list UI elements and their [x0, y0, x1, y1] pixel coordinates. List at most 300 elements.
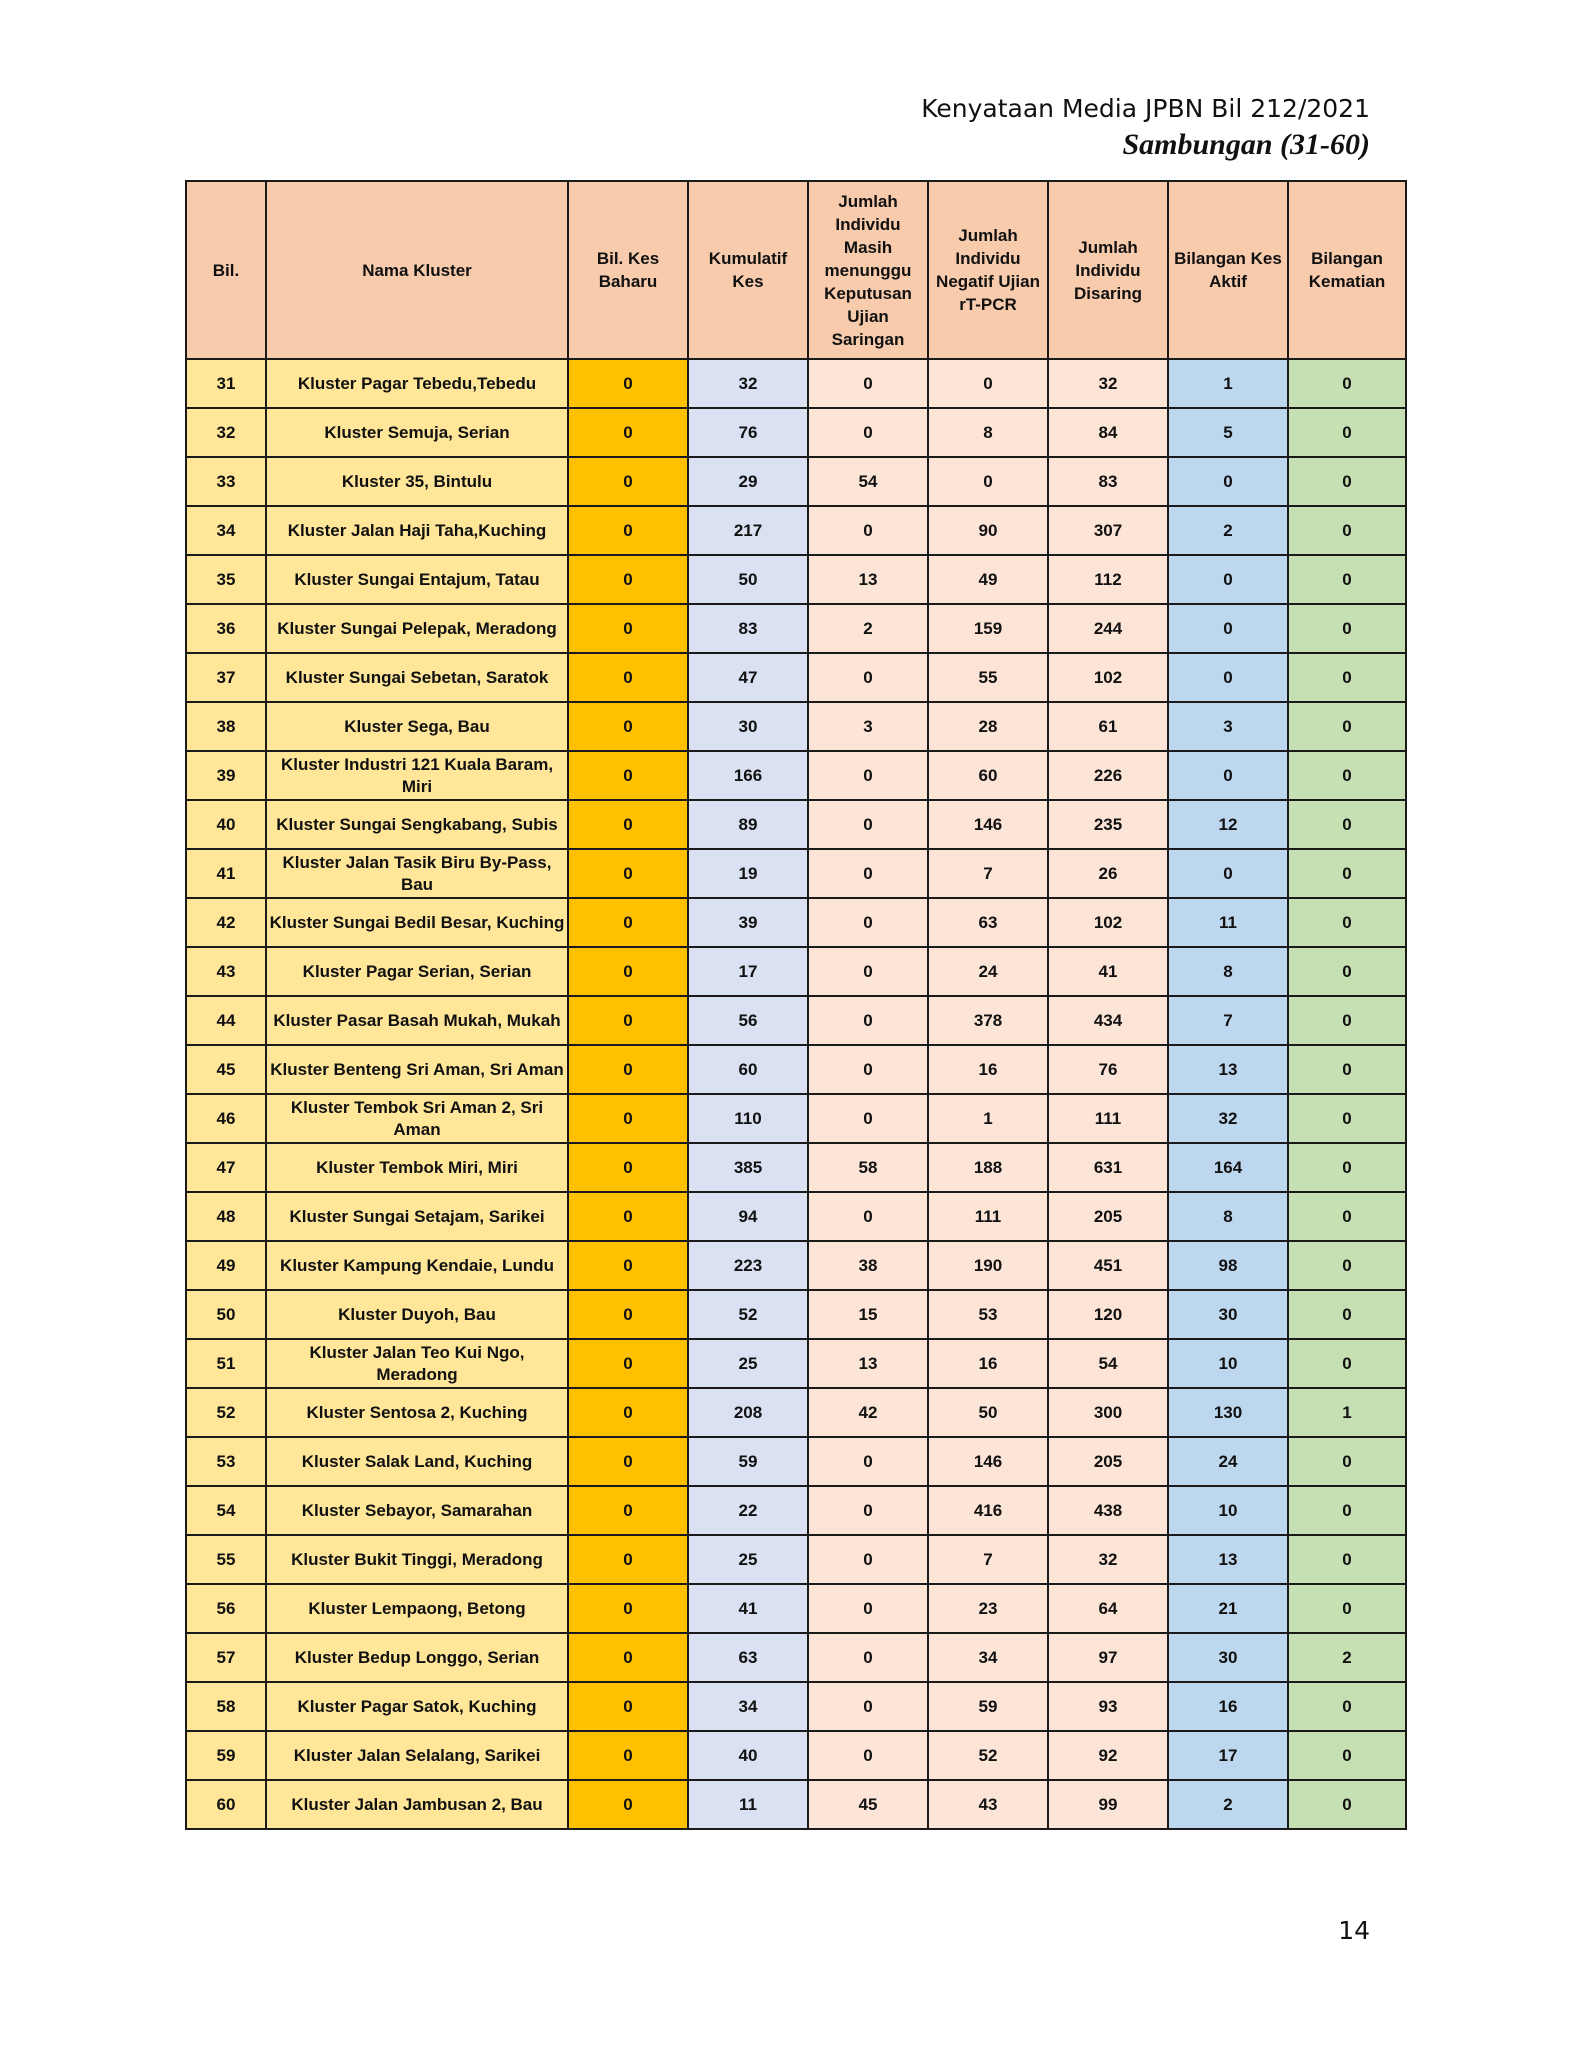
cell-kumulatif-kes: 22 [688, 1486, 808, 1535]
cell-bil-kes-baharu: 0 [568, 996, 688, 1045]
cell-kes-aktif: 21 [1168, 1584, 1288, 1633]
cluster-table [185, 180, 1407, 1830]
cell-bil: 33 [186, 457, 266, 506]
cell-kematian: 0 [1288, 1192, 1406, 1241]
col-header-disaring: Jumlah Individu Disaring [1048, 181, 1168, 359]
table-row [186, 1045, 1406, 1094]
cell-disaring: 26 [1048, 849, 1168, 898]
table-row [186, 653, 1406, 702]
cell-disaring: 76 [1048, 1045, 1168, 1094]
cell-bil-kes-baharu: 0 [568, 1535, 688, 1584]
cell-kes-aktif: 17 [1168, 1731, 1288, 1780]
cell-disaring: 120 [1048, 1290, 1168, 1339]
cell-masih-menunggu: 0 [808, 1192, 928, 1241]
cell-masih-menunggu: 0 [808, 653, 928, 702]
cell-kematian: 1 [1288, 1388, 1406, 1437]
cell-disaring: 93 [1048, 1682, 1168, 1731]
cell-disaring: 438 [1048, 1486, 1168, 1535]
cell-kematian: 0 [1288, 653, 1406, 702]
cell-kematian: 0 [1288, 1241, 1406, 1290]
cell-kes-aktif: 30 [1168, 1290, 1288, 1339]
cell-bil-kes-baharu: 0 [568, 1045, 688, 1094]
cell-kematian: 0 [1288, 1682, 1406, 1731]
col-header-nama-kluster: Nama Kluster [266, 181, 568, 359]
cell-kematian: 0 [1288, 800, 1406, 849]
cell-masih-menunggu: 0 [808, 1682, 928, 1731]
cell-negatif-rtpcr: 52 [928, 1731, 1048, 1780]
cell-kes-aktif: 5 [1168, 408, 1288, 457]
cell-nama-kluster: Kluster Kampung Kendaie, Lundu [266, 1241, 568, 1290]
cell-bil: 37 [186, 653, 266, 702]
cell-bil-kes-baharu: 0 [568, 1290, 688, 1339]
cell-disaring: 102 [1048, 898, 1168, 947]
table-row [186, 1535, 1406, 1584]
cell-bil-kes-baharu: 0 [568, 849, 688, 898]
cell-negatif-rtpcr: 0 [928, 359, 1048, 408]
cell-negatif-rtpcr: 146 [928, 800, 1048, 849]
cell-negatif-rtpcr: 49 [928, 555, 1048, 604]
cell-bil: 34 [186, 506, 266, 555]
col-header-masih-menunggu: Jumlah Individu Masih menunggu Keputusan Ujian Saringan [808, 181, 928, 359]
cell-nama-kluster: Kluster Tembok Miri, Miri [266, 1143, 568, 1192]
cell-negatif-rtpcr: 24 [928, 947, 1048, 996]
cell-kes-aktif: 13 [1168, 1535, 1288, 1584]
cell-disaring: 92 [1048, 1731, 1168, 1780]
cell-kumulatif-kes: 208 [688, 1388, 808, 1437]
cell-kes-aktif: 30 [1168, 1633, 1288, 1682]
cell-nama-kluster: Kluster Semuja, Serian [266, 408, 568, 457]
cell-negatif-rtpcr: 16 [928, 1045, 1048, 1094]
cell-negatif-rtpcr: 60 [928, 751, 1048, 800]
cell-kumulatif-kes: 11 [688, 1780, 808, 1829]
cell-kematian: 0 [1288, 1584, 1406, 1633]
cell-kematian: 0 [1288, 604, 1406, 653]
cell-kematian: 0 [1288, 1094, 1406, 1143]
cell-kes-aktif: 0 [1168, 751, 1288, 800]
table-row [186, 1633, 1406, 1682]
cell-masih-menunggu: 0 [808, 1094, 928, 1143]
cell-kes-aktif: 24 [1168, 1437, 1288, 1486]
cell-masih-menunggu: 0 [808, 408, 928, 457]
cell-masih-menunggu: 13 [808, 1339, 928, 1388]
table-row [186, 1731, 1406, 1780]
cell-kes-aktif: 11 [1168, 898, 1288, 947]
cell-kumulatif-kes: 30 [688, 702, 808, 751]
cell-bil: 58 [186, 1682, 266, 1731]
cell-bil-kes-baharu: 0 [568, 653, 688, 702]
cell-masih-menunggu: 13 [808, 555, 928, 604]
cell-bil: 42 [186, 898, 266, 947]
cell-kes-aktif: 0 [1168, 457, 1288, 506]
cell-bil-kes-baharu: 0 [568, 1486, 688, 1535]
cell-kematian: 0 [1288, 1731, 1406, 1780]
table-row [186, 996, 1406, 1045]
cell-bil: 50 [186, 1290, 266, 1339]
cell-negatif-rtpcr: 146 [928, 1437, 1048, 1486]
cell-negatif-rtpcr: 7 [928, 849, 1048, 898]
table-row [186, 800, 1406, 849]
cell-masih-menunggu: 0 [808, 1535, 928, 1584]
cell-bil-kes-baharu: 0 [568, 1192, 688, 1241]
cell-kes-aktif: 2 [1168, 506, 1288, 555]
cell-negatif-rtpcr: 53 [928, 1290, 1048, 1339]
cell-masih-menunggu: 42 [808, 1388, 928, 1437]
cell-bil: 39 [186, 751, 266, 800]
cell-kes-aktif: 12 [1168, 800, 1288, 849]
table-row [186, 1584, 1406, 1633]
cell-kumulatif-kes: 89 [688, 800, 808, 849]
table-row [186, 555, 1406, 604]
cell-bil: 36 [186, 604, 266, 653]
cell-bil-kes-baharu: 0 [568, 800, 688, 849]
cell-disaring: 102 [1048, 653, 1168, 702]
cell-bil-kes-baharu: 0 [568, 1143, 688, 1192]
cell-kes-aktif: 164 [1168, 1143, 1288, 1192]
cell-disaring: 307 [1048, 506, 1168, 555]
cell-kes-aktif: 98 [1168, 1241, 1288, 1290]
cell-negatif-rtpcr: 416 [928, 1486, 1048, 1535]
table-row [186, 1192, 1406, 1241]
cell-negatif-rtpcr: 188 [928, 1143, 1048, 1192]
table-row [186, 359, 1406, 408]
table-row [186, 898, 1406, 947]
cell-bil: 32 [186, 408, 266, 457]
cell-disaring: 32 [1048, 359, 1168, 408]
cell-bil-kes-baharu: 0 [568, 408, 688, 457]
cell-kematian: 0 [1288, 996, 1406, 1045]
cell-masih-menunggu: 2 [808, 604, 928, 653]
cell-disaring: 235 [1048, 800, 1168, 849]
cell-nama-kluster: Kluster Pasar Basah Mukah, Mukah [266, 996, 568, 1045]
cell-disaring: 64 [1048, 1584, 1168, 1633]
cell-negatif-rtpcr: 28 [928, 702, 1048, 751]
cell-bil: 40 [186, 800, 266, 849]
cell-masih-menunggu: 45 [808, 1780, 928, 1829]
cell-kes-aktif: 0 [1168, 653, 1288, 702]
cell-bil: 35 [186, 555, 266, 604]
cell-masih-menunggu: 3 [808, 702, 928, 751]
cell-kematian: 0 [1288, 1045, 1406, 1094]
cell-negatif-rtpcr: 111 [928, 1192, 1048, 1241]
cell-nama-kluster: Kluster Pagar Satok, Kuching [266, 1682, 568, 1731]
cell-bil: 52 [186, 1388, 266, 1437]
cell-kes-aktif: 13 [1168, 1045, 1288, 1094]
cell-negatif-rtpcr: 378 [928, 996, 1048, 1045]
cell-masih-menunggu: 0 [808, 849, 928, 898]
table-row [186, 1486, 1406, 1535]
cell-negatif-rtpcr: 59 [928, 1682, 1048, 1731]
cell-disaring: 112 [1048, 555, 1168, 604]
cell-nama-kluster: Kluster Sungai Setajam, Sarikei [266, 1192, 568, 1241]
cell-masih-menunggu: 0 [808, 751, 928, 800]
cell-bil-kes-baharu: 0 [568, 506, 688, 555]
cell-kumulatif-kes: 40 [688, 1731, 808, 1780]
cell-disaring: 84 [1048, 408, 1168, 457]
cell-bil-kes-baharu: 0 [568, 359, 688, 408]
table-row [186, 1682, 1406, 1731]
media-statement-title: Kenyataan Media JPBN Bil 212/2021 [921, 94, 1370, 123]
cell-disaring: 99 [1048, 1780, 1168, 1829]
cell-negatif-rtpcr: 159 [928, 604, 1048, 653]
table-row [186, 751, 1406, 800]
cell-kematian: 0 [1288, 849, 1406, 898]
cell-masih-menunggu: 0 [808, 1045, 928, 1094]
cell-kumulatif-kes: 166 [688, 751, 808, 800]
cell-kes-aktif: 0 [1168, 555, 1288, 604]
cell-disaring: 111 [1048, 1094, 1168, 1143]
cell-kumulatif-kes: 17 [688, 947, 808, 996]
cell-bil-kes-baharu: 0 [568, 1780, 688, 1829]
cell-nama-kluster: Kluster Bedup Longgo, Serian [266, 1633, 568, 1682]
cell-kumulatif-kes: 25 [688, 1339, 808, 1388]
cell-bil: 47 [186, 1143, 266, 1192]
cell-bil-kes-baharu: 0 [568, 1241, 688, 1290]
continuation-subtitle: Sambungan (31-60) [1122, 128, 1370, 161]
cell-bil: 48 [186, 1192, 266, 1241]
cell-nama-kluster: Kluster Salak Land, Kuching [266, 1437, 568, 1486]
cell-negatif-rtpcr: 55 [928, 653, 1048, 702]
cell-negatif-rtpcr: 16 [928, 1339, 1048, 1388]
cell-bil-kes-baharu: 0 [568, 1437, 688, 1486]
cell-bil-kes-baharu: 0 [568, 1731, 688, 1780]
cell-nama-kluster: Kluster Lempaong, Betong [266, 1584, 568, 1633]
cell-nama-kluster: Kluster Bukit Tinggi, Meradong [266, 1535, 568, 1584]
cell-kumulatif-kes: 60 [688, 1045, 808, 1094]
cell-disaring: 434 [1048, 996, 1168, 1045]
table-row [186, 1388, 1406, 1437]
cell-disaring: 205 [1048, 1437, 1168, 1486]
cell-kumulatif-kes: 223 [688, 1241, 808, 1290]
cell-kumulatif-kes: 76 [688, 408, 808, 457]
cell-bil-kes-baharu: 0 [568, 604, 688, 653]
cell-masih-menunggu: 0 [808, 996, 928, 1045]
cell-nama-kluster: Kluster Pagar Tebedu,Tebedu [266, 359, 568, 408]
cell-negatif-rtpcr: 23 [928, 1584, 1048, 1633]
cell-kumulatif-kes: 47 [688, 653, 808, 702]
cell-bil: 60 [186, 1780, 266, 1829]
cell-bil: 51 [186, 1339, 266, 1388]
col-header-negatif-rtpcr: Jumlah Individu Negatif Ujian rT-PCR [928, 181, 1048, 359]
cell-bil: 43 [186, 947, 266, 996]
cell-masih-menunggu: 0 [808, 1584, 928, 1633]
cell-bil: 49 [186, 1241, 266, 1290]
table-header-row [186, 181, 1406, 359]
cell-kumulatif-kes: 32 [688, 359, 808, 408]
cell-kematian: 0 [1288, 751, 1406, 800]
cell-kes-aktif: 10 [1168, 1339, 1288, 1388]
cell-nama-kluster: Kluster Jalan Teo Kui Ngo, Meradong [266, 1339, 568, 1388]
cell-nama-kluster: Kluster Sebayor, Samarahan [266, 1486, 568, 1535]
cell-kes-aktif: 0 [1168, 604, 1288, 653]
cell-bil-kes-baharu: 0 [568, 1388, 688, 1437]
cell-kematian: 0 [1288, 1437, 1406, 1486]
cell-kumulatif-kes: 217 [688, 506, 808, 555]
cell-kumulatif-kes: 52 [688, 1290, 808, 1339]
cell-nama-kluster: Kluster Jalan Jambusan 2, Bau [266, 1780, 568, 1829]
cell-bil: 54 [186, 1486, 266, 1535]
cell-kes-aktif: 7 [1168, 996, 1288, 1045]
cell-nama-kluster: Kluster Duyoh, Bau [266, 1290, 568, 1339]
cell-kes-aktif: 32 [1168, 1094, 1288, 1143]
cell-kematian: 0 [1288, 1290, 1406, 1339]
cell-nama-kluster: Kluster Benteng Sri Aman, Sri Aman [266, 1045, 568, 1094]
cell-masih-menunggu: 0 [808, 1731, 928, 1780]
cell-nama-kluster: Kluster Pagar Serian, Serian [266, 947, 568, 996]
cell-bil-kes-baharu: 0 [568, 1682, 688, 1731]
cell-disaring: 32 [1048, 1535, 1168, 1584]
cell-kes-aktif: 16 [1168, 1682, 1288, 1731]
cell-nama-kluster: Kluster Jalan Tasik Biru By-Pass, Bau [266, 849, 568, 898]
cell-nama-kluster: Kluster Sungai Entajum, Tatau [266, 555, 568, 604]
cell-kumulatif-kes: 110 [688, 1094, 808, 1143]
table-row [186, 1437, 1406, 1486]
cell-kematian: 0 [1288, 1486, 1406, 1535]
cell-nama-kluster: Kluster Jalan Haji Taha,Kuching [266, 506, 568, 555]
table-row [186, 849, 1406, 898]
cell-nama-kluster: Kluster Sentosa 2, Kuching [266, 1388, 568, 1437]
cell-masih-menunggu: 0 [808, 1437, 928, 1486]
cell-kes-aktif: 130 [1168, 1388, 1288, 1437]
cell-disaring: 54 [1048, 1339, 1168, 1388]
cell-bil-kes-baharu: 0 [568, 898, 688, 947]
cell-bil: 45 [186, 1045, 266, 1094]
cell-kematian: 0 [1288, 457, 1406, 506]
cell-disaring: 97 [1048, 1633, 1168, 1682]
cell-kumulatif-kes: 19 [688, 849, 808, 898]
cell-kumulatif-kes: 25 [688, 1535, 808, 1584]
cell-bil: 55 [186, 1535, 266, 1584]
table-row [186, 506, 1406, 555]
cell-kes-aktif: 0 [1168, 849, 1288, 898]
cell-masih-menunggu: 54 [808, 457, 928, 506]
cell-bil-kes-baharu: 0 [568, 1633, 688, 1682]
cell-bil: 56 [186, 1584, 266, 1633]
table-row [186, 457, 1406, 506]
cell-negatif-rtpcr: 7 [928, 1535, 1048, 1584]
cell-bil: 31 [186, 359, 266, 408]
cell-negatif-rtpcr: 50 [928, 1388, 1048, 1437]
cell-negatif-rtpcr: 63 [928, 898, 1048, 947]
cell-bil: 57 [186, 1633, 266, 1682]
cell-disaring: 41 [1048, 947, 1168, 996]
cell-masih-menunggu: 0 [808, 1486, 928, 1535]
table-row [186, 702, 1406, 751]
cell-kematian: 0 [1288, 1339, 1406, 1388]
cell-kumulatif-kes: 83 [688, 604, 808, 653]
cell-masih-menunggu: 0 [808, 800, 928, 849]
cell-kes-aktif: 2 [1168, 1780, 1288, 1829]
table-row [186, 1241, 1406, 1290]
cell-bil: 46 [186, 1094, 266, 1143]
cell-kes-aktif: 1 [1168, 359, 1288, 408]
table-row [186, 1780, 1406, 1829]
cell-masih-menunggu: 0 [808, 1633, 928, 1682]
cell-negatif-rtpcr: 1 [928, 1094, 1048, 1143]
cell-negatif-rtpcr: 90 [928, 506, 1048, 555]
cell-kes-aktif: 8 [1168, 947, 1288, 996]
cell-kematian: 2 [1288, 1633, 1406, 1682]
cell-bil-kes-baharu: 0 [568, 1094, 688, 1143]
cell-disaring: 244 [1048, 604, 1168, 653]
cell-bil-kes-baharu: 0 [568, 457, 688, 506]
cell-kematian: 0 [1288, 408, 1406, 457]
cell-nama-kluster: Kluster Sungai Pelepak, Meradong [266, 604, 568, 653]
cell-bil-kes-baharu: 0 [568, 751, 688, 800]
cell-nama-kluster: Kluster Sungai Bedil Besar, Kuching [266, 898, 568, 947]
cell-kematian: 0 [1288, 359, 1406, 408]
cell-masih-menunggu: 0 [808, 359, 928, 408]
cell-masih-menunggu: 38 [808, 1241, 928, 1290]
cell-kes-aktif: 3 [1168, 702, 1288, 751]
cell-bil: 44 [186, 996, 266, 1045]
col-header-bil: Bil. [186, 181, 266, 359]
cell-kematian: 0 [1288, 1535, 1406, 1584]
cell-kematian: 0 [1288, 1143, 1406, 1192]
cell-bil-kes-baharu: 0 [568, 555, 688, 604]
cell-negatif-rtpcr: 0 [928, 457, 1048, 506]
cell-kumulatif-kes: 29 [688, 457, 808, 506]
cell-kumulatif-kes: 59 [688, 1437, 808, 1486]
cell-kes-aktif: 10 [1168, 1486, 1288, 1535]
cell-bil-kes-baharu: 0 [568, 702, 688, 751]
cell-kumulatif-kes: 385 [688, 1143, 808, 1192]
cell-kumulatif-kes: 41 [688, 1584, 808, 1633]
cell-bil: 38 [186, 702, 266, 751]
cell-nama-kluster: Kluster Industri 121 Kuala Baram, Miri [266, 751, 568, 800]
cell-kematian: 0 [1288, 898, 1406, 947]
cell-kematian: 0 [1288, 702, 1406, 751]
table-row [186, 1339, 1406, 1388]
cell-kumulatif-kes: 39 [688, 898, 808, 947]
cell-nama-kluster: Kluster Sungai Sengkabang, Subis [266, 800, 568, 849]
cell-kumulatif-kes: 34 [688, 1682, 808, 1731]
cell-negatif-rtpcr: 34 [928, 1633, 1048, 1682]
table-row [186, 1290, 1406, 1339]
page-number: 14 [1338, 1916, 1370, 1945]
cell-disaring: 226 [1048, 751, 1168, 800]
cell-disaring: 83 [1048, 457, 1168, 506]
cell-disaring: 451 [1048, 1241, 1168, 1290]
cell-kumulatif-kes: 94 [688, 1192, 808, 1241]
cell-disaring: 300 [1048, 1388, 1168, 1437]
cell-kematian: 0 [1288, 947, 1406, 996]
cell-nama-kluster: Kluster Sega, Bau [266, 702, 568, 751]
table-row [186, 947, 1406, 996]
cell-disaring: 631 [1048, 1143, 1168, 1192]
col-header-bil-kes-baharu: Bil. Kes Baharu [568, 181, 688, 359]
cell-masih-menunggu: 0 [808, 898, 928, 947]
cell-masih-menunggu: 58 [808, 1143, 928, 1192]
col-header-kes-aktif: Bilangan Kes Aktif [1168, 181, 1288, 359]
cell-bil-kes-baharu: 0 [568, 1339, 688, 1388]
table-row [186, 1094, 1406, 1143]
cell-negatif-rtpcr: 190 [928, 1241, 1048, 1290]
cell-kes-aktif: 8 [1168, 1192, 1288, 1241]
cell-masih-menunggu: 0 [808, 506, 928, 555]
cell-disaring: 61 [1048, 702, 1168, 751]
cell-kumulatif-kes: 50 [688, 555, 808, 604]
cell-bil: 53 [186, 1437, 266, 1486]
col-header-kumulatif-kes: Kumulatif Kes [688, 181, 808, 359]
cell-masih-menunggu: 0 [808, 947, 928, 996]
cell-negatif-rtpcr: 43 [928, 1780, 1048, 1829]
cell-kematian: 0 [1288, 555, 1406, 604]
cell-bil-kes-baharu: 0 [568, 947, 688, 996]
cell-disaring: 205 [1048, 1192, 1168, 1241]
cell-nama-kluster: Kluster Jalan Selalang, Sarikei [266, 1731, 568, 1780]
cell-kumulatif-kes: 63 [688, 1633, 808, 1682]
cell-bil: 41 [186, 849, 266, 898]
